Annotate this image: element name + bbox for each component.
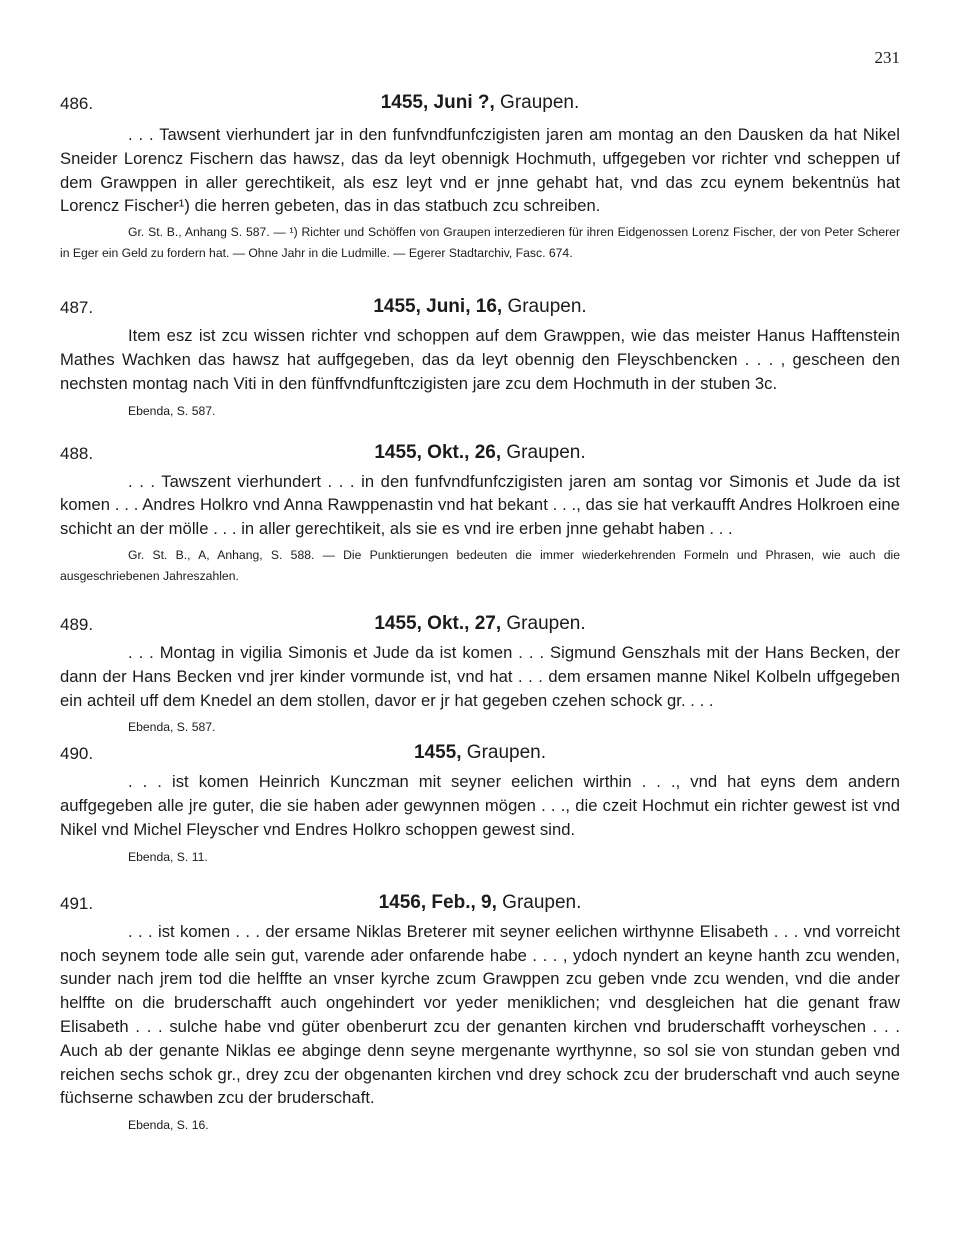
entry-date-line (60, 92, 900, 114)
entry-490 (60, 742, 900, 865)
entry-date-line (60, 442, 900, 464)
entry-date: 1455, Okt., 27, (374, 612, 502, 634)
entry-header (60, 442, 900, 470)
entry-489 (60, 613, 900, 736)
entry-place: Graupen. (507, 296, 587, 318)
entry-date: 1455, Juni ?, (380, 92, 495, 113)
entry-place: Graupen. (502, 891, 582, 913)
entry-text: . . . Montag in vigilia Simonis et Jude da ist komen . . . Sigmund Genszhals mit der Hans Becken, der dann der Hans Becken vnd jrer kinder vormunde ist, vnd hat . . . dem ersamen manne Nikel Kolbeln uffgegeben ein achteil uff dem Knedel an dem stollen, davor er jr hat gegeben czehen schock gr. . . . (60, 642, 900, 710)
entry-source: Ebenda, S. 587. (128, 720, 216, 735)
entry-text: . . . ist komen . . . der ersame Niklas Breterer mit seyner eelichen wirthynne Elisabeth . . . vnd vorreicht noch seynem tode alle sein gut, varende ader onfarende habe . . . , ydoch nyndert an keyne hanth zcu wenden, sunder nach jrem tod die helffte an vnser kyrche zcum Grawppen zcu geben vnde zcu wenden, vnd die ander helffte on die bruderschafft auch ongehindert vor yeder meniklichen; vnd desgleichen hat die genant fraw Elisabeth . . . sulche habe vnd güter obenberurt zcu der genanten kirchen vnd bruderschafft vorheyschen . . . Auch ab der genante Niklas ee abginge denn seyne mergenante wyrthynne, so sol sie von stundan geben vnd reichen sechs schok gr., drey zcu der obgenanten kirchen vnd drey schock zcu der bruderschaft vnd auch seyne füchserne schawben zcu der bruderschaft. (60, 921, 900, 1108)
entry-date-line (60, 613, 900, 635)
entry-source: Ebenda, S. 587. (128, 403, 216, 418)
entry-date-line (60, 296, 900, 318)
entry-source: Ebenda, S. 16. (128, 1118, 209, 1133)
entry-date-line (60, 892, 900, 914)
entry-date-line (60, 742, 900, 764)
entry-date: 1455, Okt., 26, (374, 441, 502, 463)
entry-number: 486. (60, 94, 94, 113)
entry-487 (60, 296, 900, 419)
entry-footnote: Gr. St. B., A, Anhang, S. 588. — Die Punktierungen bedeuten die immer wiederkehrenden Formeln und Phrasen, wie auch die ausgeschriebenen Jahreszahlen. (60, 547, 900, 583)
entry-number: 488. (60, 443, 94, 463)
entry-header (60, 296, 900, 324)
entry-footnote: Gr. St. B., Anhang S. 587. — ¹) Richter und Schöffen von Graupen interzedieren für ihren Eidgenossen Lorenz Fischer, der von Peter Scherer in Eger ein Geld zu fordern hat. — Ohne Jahr in die Ludmille. — Egerer Stadtarchiv, Fasc. 674. (60, 225, 900, 261)
entry-number: 490. (60, 744, 94, 764)
entry-491 (60, 892, 900, 1134)
entry-header (60, 742, 900, 770)
entry-place: Graupen. (500, 92, 580, 113)
entry-place: Graupen. (506, 441, 586, 463)
page-number: 231 (874, 48, 900, 67)
entry-486 (60, 92, 900, 264)
entry-488 (60, 442, 900, 587)
entry-place: Graupen. (466, 742, 547, 764)
entry-place: Graupen. (506, 612, 586, 634)
entry-date: 1455, Juni, 16, (373, 296, 503, 318)
entry-source: Ebenda, S. 11. (128, 849, 208, 864)
entry-date: 1456, Feb., 9, (378, 891, 497, 913)
entry-text: Item esz ist zcu wissen richter vnd schoppen auf dem Grawppen, wie das meister Hanus Hafftenstein Mathes Wachken das hawsz hat auffgegeben, das da leyt obennig den Fleyschbencken . . . , gescheen den nechsten montag nach Viti in den fünffvndfunftczigisten jare zcu dem Hochmuth in der stuben 3c. (60, 326, 900, 393)
entry-date: 1455, (413, 742, 462, 764)
entry-header (60, 892, 900, 920)
entries-list (60, 92, 900, 1134)
entry-header (60, 613, 900, 641)
entry-text: . . . Tawsent vierhundert jar in den funfvndfunfczigisten jaren am montag an den Dausken da hat Nikel Sneider Lorencz Fischern das hawsz, das da leyt obennigk Hochmuth, uffgegeben vor richter vnd scheppen uf dem Grawppen in aller gerechtikeit, als esz leyt vnd er jnne gehabt hat, vnd das zcu eynem bekentnüs hat Lorencz Fischer¹) die herren gebeten, das in das statbuch zcu schreiben. (60, 125, 900, 216)
entry-number: 487. (60, 298, 94, 318)
entry-number: 491. (60, 893, 94, 913)
entry-text: . . . ist komen Heinrich Kunczman mit seyner eelichen wirthin . . ., vnd hat eyns dem andern auffgegeben alle jre guter, die sie haben ader gewynnen mögen . . ., die czeit Hochmut ein richter gewest ist vnd Nikel vnd Michel Fleyscher vnd Endres Holkro schoppen gewest sind. (60, 772, 900, 839)
entry-header (60, 92, 900, 120)
entry-text: . . . Tawszent vierhundert . . . in den funfvndfunfczigisten jaren am sontag vor Simonis et Jude da ist komen . . . Andres Holkro vnd Anna Rawppenastin vnd hat bekant . . ., das sie hat verkaufft Andres Holkroen eine schicht an der mölle . . . in aller gerechtikeit, als sie es vnd ire erben jnne gehabt haben . . . (60, 471, 900, 539)
entry-number: 489. (60, 614, 94, 634)
